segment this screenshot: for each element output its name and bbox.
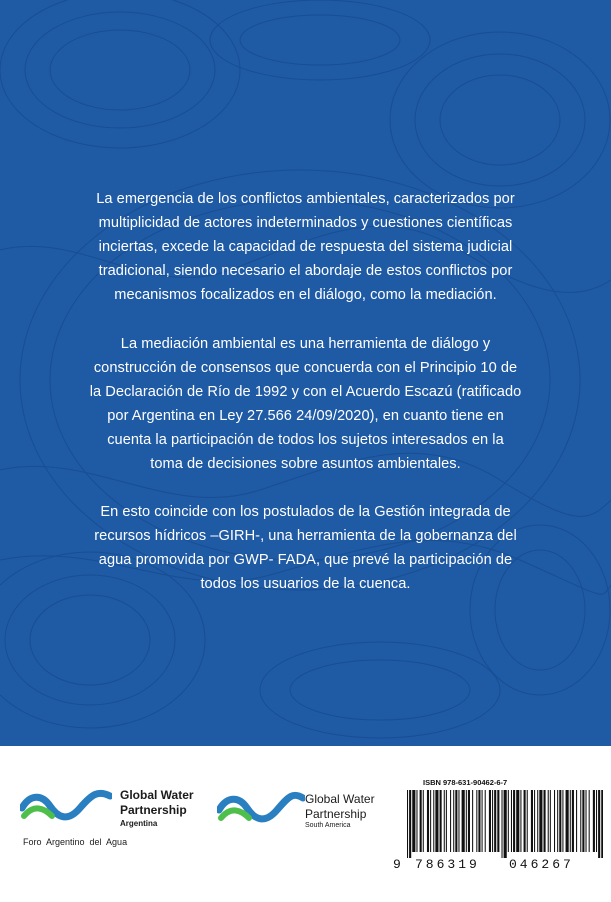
barcode-bar [589, 790, 590, 852]
gwp-argentina-line2: Partnership [120, 803, 187, 817]
barcode-bar [557, 790, 558, 852]
barcode-bar [468, 790, 470, 852]
barcode-bar [444, 790, 445, 852]
barcode-bar [423, 790, 424, 852]
barcode-bar [497, 790, 499, 852]
gwp-sa-line1: Global Water [305, 792, 375, 806]
barcode-bar [433, 790, 434, 852]
barcode-bar [580, 790, 581, 852]
barcode-bar [516, 790, 519, 852]
barcode-bar [598, 790, 600, 858]
gwp-argentina-logo [20, 786, 200, 856]
barcode-bar [593, 790, 595, 852]
isbn-barcode [393, 778, 605, 882]
gwp-argentina-caption: Foro Argentino del Agua [23, 837, 128, 847]
barcode-bar [524, 790, 526, 852]
isbn-label: ISBN 978-631-90462-6-7 [423, 778, 508, 787]
barcode-bar [572, 790, 574, 852]
paragraph-line: construcción de consensos que concuerda con el Principio 10 de [93, 360, 518, 376]
barcode-bars [407, 790, 603, 858]
gwp-sa-line2: Partnership [305, 807, 367, 821]
wave-icon [20, 786, 112, 830]
barcode-bar [489, 790, 491, 852]
barcode-bar [550, 790, 551, 852]
barcode-bar [601, 790, 603, 858]
barcode-bar [450, 790, 451, 852]
paragraph-line: tradicional, siendo necesario el abordaje de estos conflictos por [98, 263, 513, 279]
isbn-digit-first: 9 [393, 857, 401, 872]
gwp-argentina-line1: Global Water [120, 788, 194, 802]
barcode-bar [482, 790, 483, 852]
barcode-bar [416, 790, 417, 852]
barcode-bar [548, 790, 549, 852]
barcode-bar [492, 790, 493, 852]
barcode-bar [466, 790, 467, 852]
isbn-digits-left: 786319 [415, 857, 480, 872]
barcode-bar [485, 790, 486, 852]
paragraph-line: mecanismos focalizados en el diálogo, como la mediación. [114, 287, 497, 303]
barcode-bar [537, 790, 538, 852]
barcode-bar [453, 790, 454, 852]
barcode-bar [458, 790, 459, 852]
paragraph-2 [40, 332, 571, 476]
barcode-bar [511, 790, 512, 852]
paragraph-3 [40, 500, 571, 596]
barcode-bar [412, 790, 415, 852]
gwp-argentina-line3: Argentina [120, 819, 158, 828]
gwp-sa-line3: South America [305, 822, 351, 829]
barcode-bar [462, 790, 465, 852]
barcode-bar [562, 790, 563, 852]
paragraph-line: por Argentina en Ley 27.566 24/09/2020), en cuanto tiene en [107, 408, 504, 424]
paragraph-line: la Declaración de Río de 1992 y con el Acuerdo Escazú (ratificado [89, 384, 522, 400]
barcode-bar [559, 790, 561, 852]
barcode-bar [430, 790, 431, 852]
barcode-bar [576, 790, 577, 852]
barcode-bar [586, 790, 587, 852]
paragraph-line: todos los usuarios de la cuenca. [200, 576, 411, 592]
isbn-digits-right: 046267 [509, 857, 574, 872]
barcode-bar [539, 790, 542, 852]
barcode-bar [582, 790, 584, 852]
paragraph-line: La mediación ambiental es una herramienta de diálogo y [120, 336, 491, 352]
paragraph-line: inciertas, excede la capacidad de respuesta del sistema judicial [98, 239, 513, 255]
barcode-bar [508, 790, 509, 852]
barcode-bar [596, 790, 597, 852]
barcode-bar [534, 790, 535, 852]
paragraph-line: recursos hídricos –GIRH-, una herramienta de la gobernanza del [94, 528, 517, 544]
barcode-bar [407, 790, 408, 858]
paragraph-line: toma de decisiones sobre asuntos ambientales. [150, 456, 461, 472]
barcode-bar [435, 790, 438, 852]
paragraph-line: cuenta la participación de todos los sujetos interesados en la [107, 432, 504, 448]
barcode-bar [502, 790, 503, 858]
paragraph-line: agua promovida por GWP- FADA, que prevé la participación de [98, 552, 513, 568]
barcode-bar [472, 790, 473, 852]
barcode-bar [476, 790, 477, 852]
barcode-bar [544, 790, 546, 852]
paragraph-1 [40, 187, 571, 307]
barcode-bar [570, 790, 571, 852]
barcode-bar [446, 790, 447, 852]
barcode-bar [527, 790, 528, 852]
paragraph-line: En esto coincide con los postulados de la Gestión integrada de [100, 504, 511, 520]
barcode-bar [440, 790, 442, 852]
wave-icon [217, 788, 305, 830]
barcode-bar [478, 790, 480, 852]
barcode-bar [494, 790, 496, 852]
barcode-bar [504, 790, 507, 858]
gwp-south-america-logo [217, 788, 392, 838]
barcode-bar [409, 790, 411, 858]
barcode-bar [566, 790, 569, 852]
barcode-bar [531, 790, 533, 852]
paragraph-line: multiplicidad de actores indeterminados y cuestiones científicas [98, 215, 513, 231]
barcode-bar [427, 790, 429, 852]
paragraph-line: La emergencia de los conflictos ambientales, caracterizados por [96, 191, 515, 207]
barcode-bar [554, 790, 555, 852]
barcode-bar [420, 790, 422, 852]
barcode-bar [520, 790, 521, 852]
barcode-bar [513, 790, 515, 852]
barcode-bar [455, 790, 457, 852]
